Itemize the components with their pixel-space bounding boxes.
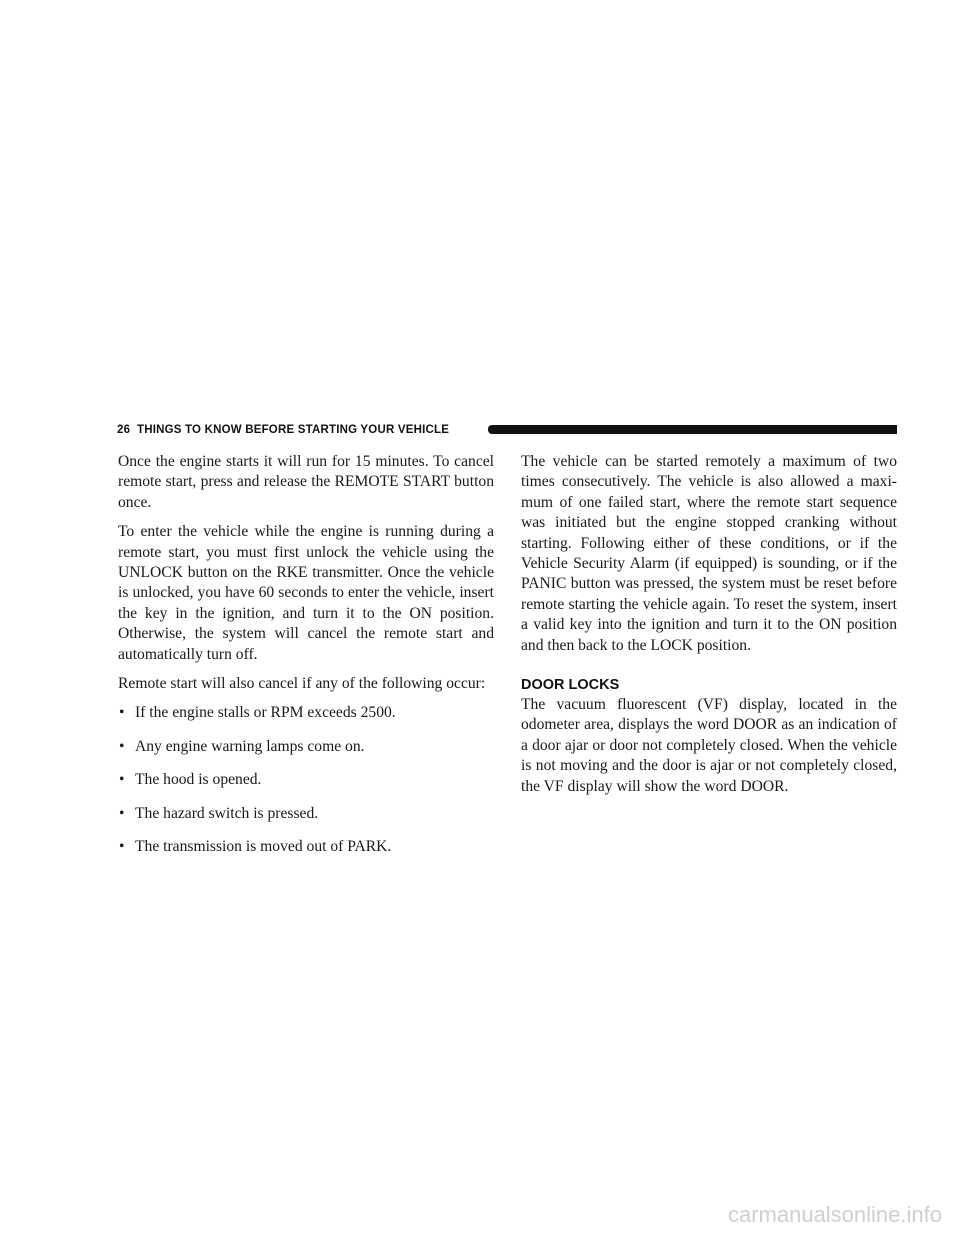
bullet-icon: • (119, 737, 125, 755)
list-item-text: The transmission is moved out of PARK. (135, 838, 392, 856)
cancel-conditions-list (118, 703, 494, 857)
list-item (118, 737, 494, 757)
list-item-text: If the engine stalls or RPM exceeds 2500. (135, 704, 396, 722)
paragraph: Once the engine starts it will run for 15 minutes. To cancel remote start, press and release the REMOTE START button once. (118, 453, 494, 511)
paragraph: To enter the vehicle while the engine is running during a remote start, you must first unlock the vehicle using the UNLOCK button on the RKE transmitter. Once the vehicle is unlocked, you have 60 seconds to enter the vehicle, insert the key in the ignition, and turn it to the ON position. Otherwise, the system will cancel the remote start and automatically turn off. (118, 523, 494, 663)
paragraph: The vehicle can be started remotely a maximum of two times consecutively. The vehicle is also allowed a maxi-mum of one failed start, where the remote start sequence was initiated but the engine stopped cranking without starting. Following either of these conditions, or if the Vehicle Security Alarm (if equipped) is sounding, or if the PANIC button was pressed, the system must be reset before remote starting the vehicle again. To reset the system, insert a valid key into the ignition and turn it to the ON position and then back to the LOCK position. (521, 453, 897, 654)
list-item (118, 703, 494, 723)
section-title: THINGS TO KNOW BEFORE STARTING YOUR VEHICLE (137, 424, 450, 436)
bullet-icon: • (119, 704, 125, 722)
paragraph: Remote start will also cancel if any of the following occur: (118, 675, 486, 693)
list-item (118, 804, 494, 824)
list-item (118, 837, 494, 857)
page-number: 26 (117, 424, 131, 436)
bullet-icon: • (119, 838, 125, 856)
header-rule-bar (488, 425, 897, 434)
section-heading: DOOR LOCKS (521, 677, 620, 694)
right-column (521, 452, 897, 806)
list-item-text: The hazard switch is pressed. (135, 804, 319, 822)
list-item (118, 770, 494, 790)
list-item-text: Any engine warning lamps come on. (135, 737, 365, 755)
list-item-text: The hood is opened. (135, 771, 262, 789)
left-column (118, 452, 494, 871)
header-text (117, 421, 449, 439)
page-header (117, 421, 897, 439)
paragraph: The vacuum fluorescent (VF) display, located in the odometer area, displays the word DOOR as an indication of a door ajar or door not completely closed. When the vehicle is not moving and the door is ajar or not completely closed, the VF display will show the word DOOR. (521, 696, 897, 795)
bullet-icon: • (119, 771, 125, 789)
bullet-icon: • (119, 804, 125, 822)
watermark: carmanualsonline.info (727, 1202, 942, 1227)
